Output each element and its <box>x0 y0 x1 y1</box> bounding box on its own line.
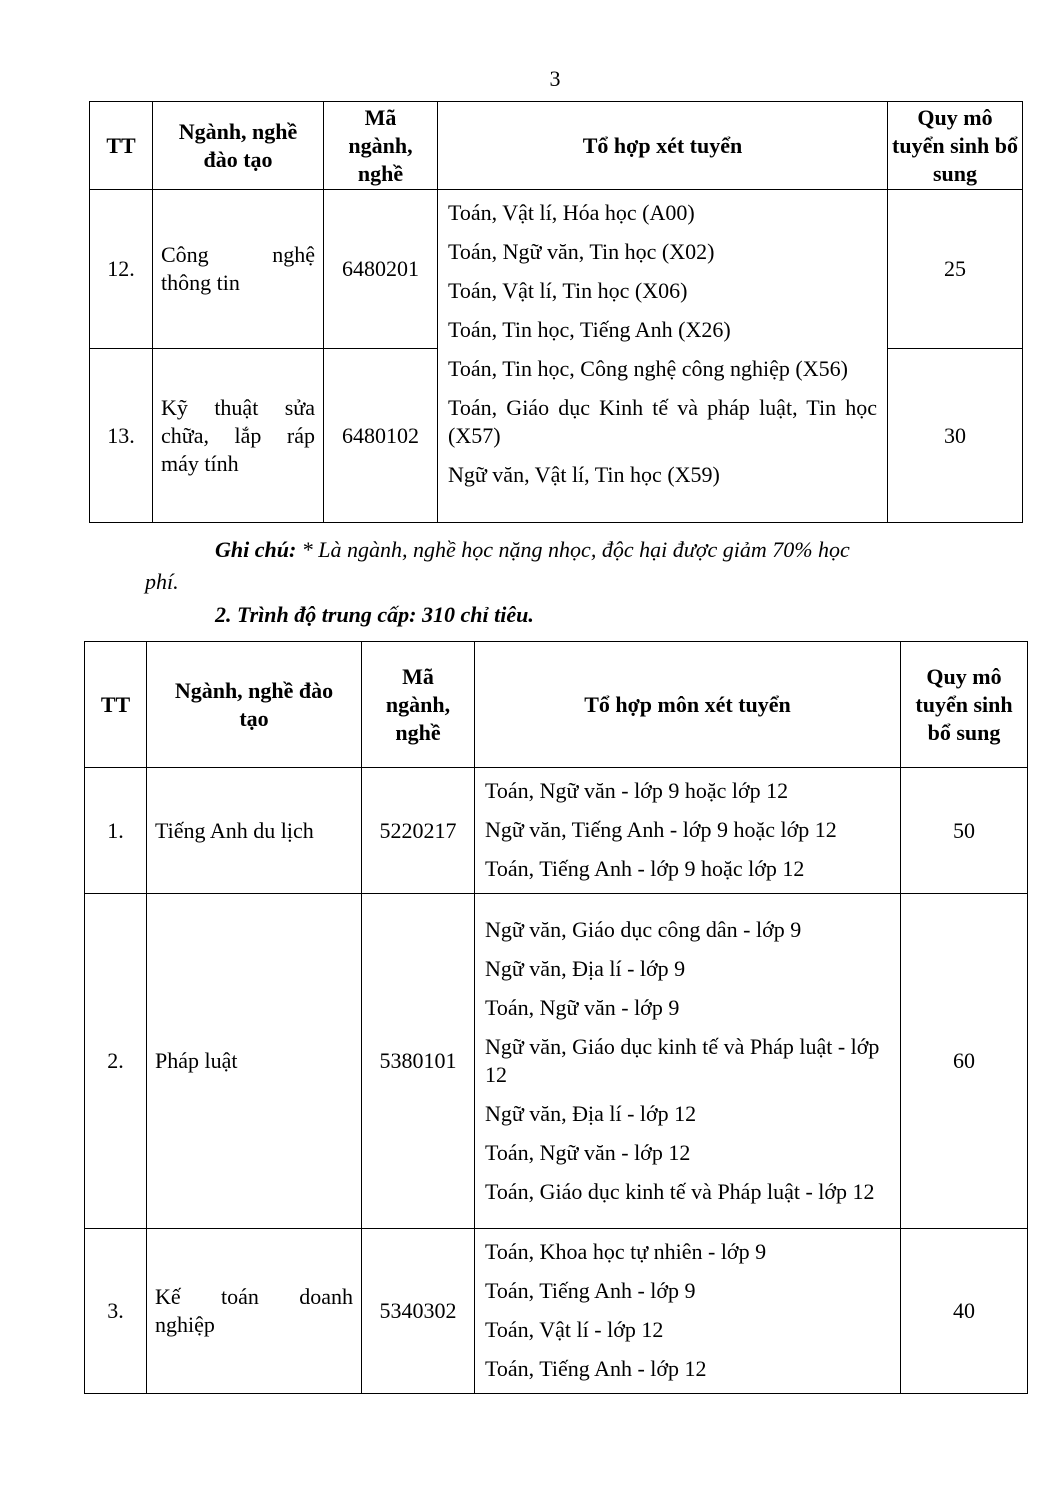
table-row <box>85 768 1028 894</box>
list-item: Toán, Ngữ văn - lớp 9 <box>485 994 680 1020</box>
list-item: Toán, Ngữ văn - lớp 9 hoặc lớp 12 <box>485 778 789 803</box>
combos-cell <box>438 190 888 523</box>
college-admission-table <box>89 101 1023 523</box>
row-major: Kỹ thuật sửa chữa, lắp ráp máy tính <box>153 349 324 523</box>
row-major: Tiếng Anh du lịch <box>147 768 362 894</box>
list-item: Toán, Vật lí - lớp 12 <box>485 1317 664 1342</box>
list-item: Toán, Tiếng Anh - lớp 9 hoặc lớp 12 <box>485 856 805 881</box>
row-tt: 1. <box>85 768 147 894</box>
list-item: Toán, Khoa học tự nhiên - lớp 9 <box>485 1239 767 1264</box>
header-tt: TT <box>85 642 147 768</box>
list-item: Toán, Giáo dục Kinh tế và pháp luật, Tin học (X57) <box>448 395 877 448</box>
row-code: 5220217 <box>362 768 475 894</box>
note <box>145 534 965 598</box>
combos-cell <box>475 768 901 894</box>
list-item: Ngữ văn, Giáo dục kinh tế và Pháp luật - lớp 12 <box>485 1033 880 1087</box>
row-quota: 50 <box>901 768 1028 894</box>
row-quota: 25 <box>888 190 1023 349</box>
row-quota: 40 <box>901 1229 1028 1394</box>
list-item: Ngữ văn, Vật lí, Tin học (X59) <box>448 462 720 487</box>
header-quota: Quy mô tuyển sinh bổ sung <box>901 642 1028 768</box>
header-quota: Quy mô tuyển sinh bổ sung <box>888 102 1023 190</box>
list-item: Toán, Tin học, Công nghệ công nghiệp (X56) <box>448 356 848 381</box>
list-item: Toán, Ngữ văn - lớp 12 <box>485 1139 691 1165</box>
list-item: Toán, Tin học, Tiếng Anh (X26) <box>448 317 731 342</box>
row-code: 5380101 <box>362 894 475 1229</box>
header-combos: Tổ hợp xét tuyển <box>438 102 888 190</box>
row-tt: 3. <box>85 1229 147 1394</box>
header-major: Ngành, nghề đào tạo <box>153 102 324 190</box>
section-title: 2. Trình độ trung cấp: 310 chỉ tiêu. <box>215 602 534 627</box>
table-header-row <box>85 642 1028 768</box>
header-combos: Tổ hợp môn xét tuyển <box>475 642 901 768</box>
table-row <box>90 190 1023 349</box>
row-quota: 30 <box>888 349 1023 523</box>
note-text: * Là ngành, nghề học nặng nhọc, độc hại được giảm 70% học <box>296 537 850 562</box>
row-quota: 60 <box>901 894 1028 1229</box>
list-item: Toán, Vật lí, Tin học (X06) <box>448 278 688 303</box>
row-major: Kế toán doanh nghiệp <box>147 1229 362 1394</box>
list-item: Ngữ văn, Giáo dục công dân - lớp 9 <box>485 916 802 942</box>
row-tt: 2. <box>85 894 147 1229</box>
intermediate-admission-table <box>84 641 1028 1394</box>
list-item: Toán, Vật lí, Hóa học (A00) <box>448 200 695 225</box>
list-item: Ngữ văn, Địa lí - lớp 9 <box>485 955 686 981</box>
row-code: 6480102 <box>324 349 438 523</box>
row-code: 5340302 <box>362 1229 475 1394</box>
note-label: Ghi chú: <box>215 537 297 562</box>
combos-cell <box>475 894 901 1229</box>
header-code: Mã ngành, nghề <box>362 642 475 768</box>
list-item: Toán, Giáo dục kinh tế và Pháp luật - lớp 12 <box>485 1178 875 1204</box>
table-header-row <box>90 102 1023 190</box>
row-tt: 12. <box>90 190 153 349</box>
row-major: Pháp luật <box>147 894 362 1229</box>
combos-cell <box>475 1229 901 1394</box>
list-item: Toán, Ngữ văn, Tin học (X02) <box>448 239 715 264</box>
list-item: Ngữ văn, Tiếng Anh - lớp 9 hoặc lớp 12 <box>485 817 837 842</box>
row-code: 6480201 <box>324 190 438 349</box>
row-major: Công nghệ thông tin <box>153 190 324 349</box>
table-row <box>85 894 1028 1229</box>
header-major: Ngành, nghề đào tạo <box>147 642 362 768</box>
note-text-continued: phí. <box>145 569 179 594</box>
page-number: 3 <box>549 66 561 91</box>
header-tt: TT <box>90 102 153 190</box>
row-tt: 13. <box>90 349 153 523</box>
list-item: Ngữ văn, Địa lí - lớp 12 <box>485 1100 697 1126</box>
list-item: Toán, Tiếng Anh - lớp 9 <box>485 1278 696 1303</box>
table-row <box>85 1229 1028 1394</box>
header-code: Mã ngành, nghề <box>324 102 438 190</box>
list-item: Toán, Tiếng Anh - lớp 12 <box>485 1356 707 1381</box>
